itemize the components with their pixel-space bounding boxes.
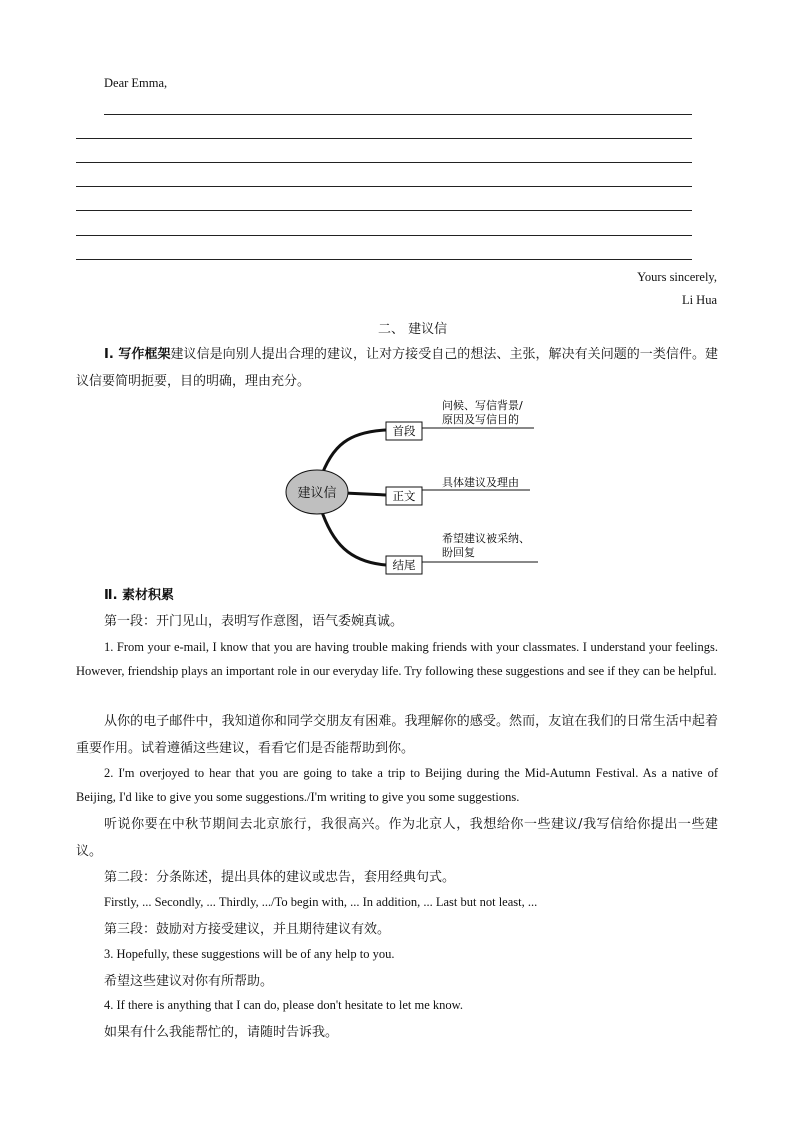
branch-note-intro-1: 问候、写信背景/ bbox=[442, 399, 523, 412]
branch-note-ending-1: 希望建议被采纳、 bbox=[442, 532, 530, 545]
example-1-zh: 从你的电子邮件中，我知道你和同学交朋友有困难。我理解你的感受。然而，友谊在我们的日常生活中起着重要作用。试着遵循这些建议，看看它们是否能帮助到你。 bbox=[76, 714, 718, 756]
para1-heading: 第一段：开门见山，表明写作意图，语气委婉真诚。 bbox=[104, 614, 404, 629]
framework-label: Ⅰ. 写作框架 bbox=[104, 347, 171, 362]
branch-line-middle bbox=[344, 493, 386, 495]
writing-line bbox=[76, 186, 692, 187]
example-4-zh: 如果有什么我能帮忙的，请随时告诉我。 bbox=[104, 1025, 339, 1040]
writing-line bbox=[104, 114, 692, 115]
writing-line bbox=[76, 138, 692, 139]
example-2-en: 2. I'm overjoyed to hear that you are going to take a trip to Beijing during the Mid-Autumn Festival. As a native of Beijing, I'd like to give you some suggestions./I'm writing to give you some suggestions. bbox=[76, 766, 718, 804]
structure-diagram bbox=[280, 394, 550, 580]
framework-paragraph bbox=[76, 341, 718, 395]
center-label: 建议信 bbox=[297, 486, 337, 501]
para3-heading: 第三段：鼓励对方接受建议，并且期待建议有效。 bbox=[104, 922, 391, 937]
materials-heading: Ⅱ. 素材积累 bbox=[104, 588, 175, 603]
branch-label-intro: 首段 bbox=[392, 424, 416, 438]
example-3-en: 3. Hopefully, these suggestions will be of any help to you. bbox=[104, 947, 395, 961]
branch-note-body-1: 具体建议及理由 bbox=[442, 476, 519, 489]
signature: Li Hua bbox=[681, 293, 717, 307]
branch-note-intro-2: 原因及写信目的 bbox=[442, 413, 519, 426]
writing-line bbox=[76, 210, 692, 211]
branch-note-ending-2: 盼回复 bbox=[442, 546, 475, 559]
framework-text: 建议信是向别人提出合理的建议，让对方接受自己的想法、主张，解决有关问题的一类信件。建议信要简明扼要，目的明确，理由充分。 bbox=[76, 347, 718, 389]
branch-line-bottom bbox=[320, 506, 386, 565]
para2-sentence-patterns: Firstly, ... Secondly, ... Thirdly, .../To begin with, ... In addition, ... Last but not least, ... bbox=[104, 895, 538, 909]
example-2-zh: 听说你要在中秋节期间去北京旅行，我很高兴。作为北京人，我想给你一些建议/我写信给你提出一些建议。 bbox=[76, 817, 718, 859]
writing-line bbox=[76, 235, 692, 236]
writing-line bbox=[76, 162, 692, 163]
writing-line bbox=[76, 259, 692, 260]
example-3-zh: 希望这些建议对你有所帮助。 bbox=[104, 974, 274, 989]
branch-label-ending: 结尾 bbox=[392, 558, 416, 572]
para2-heading: 第二段：分条陈述，提出具体的建议或忠告，套用经典句式。 bbox=[104, 870, 456, 885]
section-heading: 二、 建议信 bbox=[378, 322, 448, 337]
example-4-en: 4. If there is anything that I can do, please don't hesitate to let me know. bbox=[104, 998, 463, 1012]
closing: Yours sincerely, bbox=[637, 270, 717, 284]
salutation: Dear Emma, bbox=[104, 76, 168, 90]
example-1-en: 1. From your e-mail, I know that you are having trouble making friends with your classmates. I understand your feelings. However, friendship plays an important role in our everyday life. Try following these suggestions and see if they can be helpful. bbox=[76, 640, 718, 678]
branch-label-body: 正文 bbox=[392, 489, 416, 503]
